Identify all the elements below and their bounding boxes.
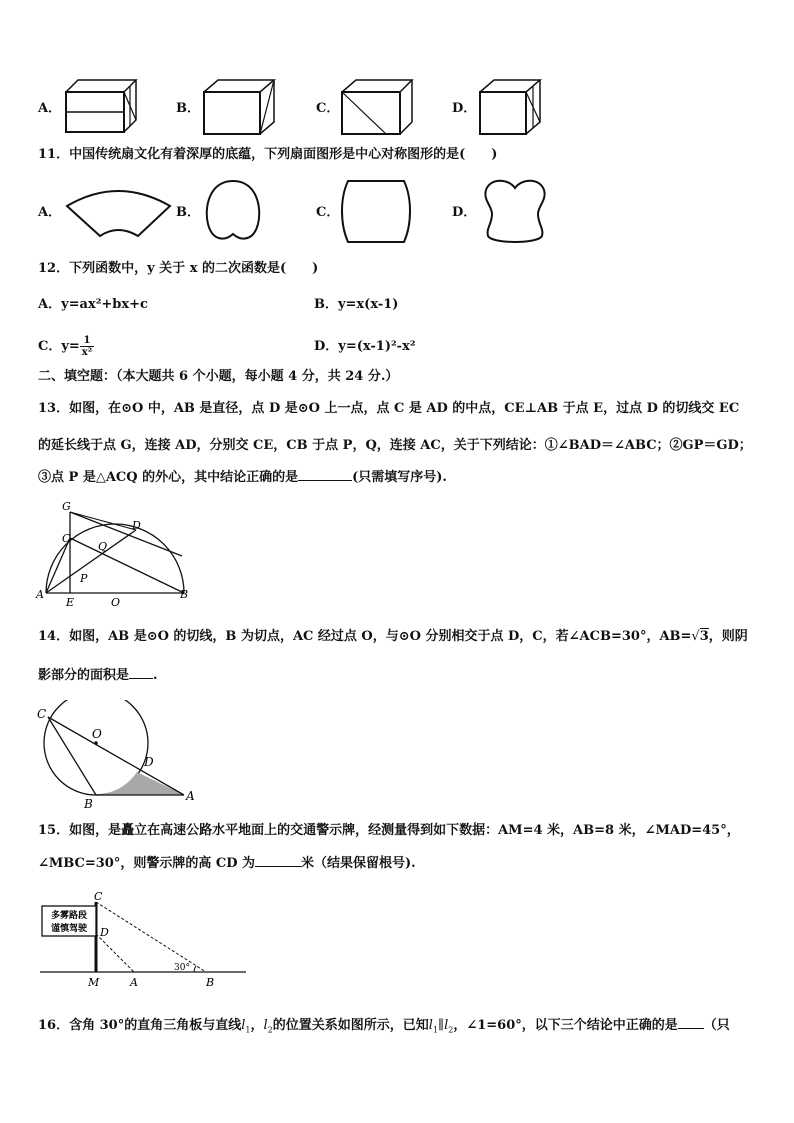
q10-option-a-label: A．	[38, 101, 62, 116]
q15-sign-line2: 谨慎驾驶	[50, 924, 88, 934]
q12-question	[38, 260, 318, 278]
q14-label-d: D	[144, 755, 154, 769]
q16-text-d: （只	[703, 1018, 730, 1033]
q13-label-g: G	[62, 500, 71, 513]
q15-line2	[38, 854, 416, 873]
q12-option-b: B．y=x(x-1)	[314, 297, 399, 312]
q14-line2-text: 影部分的面积是	[38, 668, 130, 683]
q11-option-c-fan	[340, 178, 412, 246]
q16-line1	[38, 1016, 730, 1040]
q14-line1-text: 14．如图，AB 是⊙O 的切线，B 为切点，AC 经过点 O，与⊙O 分别相交于点 D，C，若∠ACB=30°，AB=	[38, 629, 692, 644]
q15-label-m: M	[88, 976, 100, 989]
q12-text: 下列函数中，y 关于 x 的二次函数是( )	[69, 261, 319, 276]
q12-option-c-fraction	[80, 335, 94, 358]
q12-number: 12．	[38, 261, 70, 276]
q14-label-o: O	[92, 727, 102, 741]
q13-label-c: C	[62, 532, 71, 545]
q14-line2	[38, 666, 158, 685]
q11-option-a-label: A．	[38, 205, 62, 220]
q13-answer-blank[interactable]	[298, 468, 352, 481]
q11-question	[38, 146, 497, 164]
q15-sign-line1: 多雾路段	[50, 911, 88, 921]
q13-label-a: A	[36, 588, 44, 601]
q10-option-d-label: D．	[452, 101, 477, 116]
q11-text: 中国传统扇文化有着深厚的底蕴，下列扇面图形是中心对称图形的是( )	[69, 147, 498, 162]
q15-label-c: C	[94, 890, 103, 903]
q12-option-d: D．y=(x-1)²-x²	[314, 339, 416, 354]
q14-line1-suffix: ，则阴	[708, 629, 748, 644]
q14-label-a: A	[186, 789, 195, 803]
q12-option-c-numerator: 1	[80, 335, 94, 347]
q12-option-c	[38, 334, 94, 360]
q11-option-b-label: B．	[176, 205, 200, 220]
q13-label-d: D	[132, 519, 141, 532]
q15-line2-suffix: 米（结果保留根号).	[301, 856, 416, 871]
q11-number: 11．	[38, 147, 70, 162]
q16-l2-sub: 2	[267, 1025, 273, 1035]
q16-l2: l	[263, 1018, 268, 1033]
q11-option-a-fan	[64, 184, 174, 242]
q10-option-d-figure	[478, 78, 554, 136]
q14-label-c: C	[37, 707, 47, 721]
q15-line2-text: ∠MBC=30°，则警示牌的高 CD 为	[38, 856, 256, 871]
q13-line3-text: ③点 P 是△ACQ 的外心，其中结论正确的是	[38, 470, 299, 485]
q12-option-a: A．y=ax²+bx+c	[38, 297, 148, 312]
q16-text-b: 的位置关系如图所示，已知	[272, 1018, 429, 1033]
q13-line3	[38, 468, 447, 487]
q13-label-q: Q	[98, 540, 108, 553]
q13-label-b: B	[180, 588, 189, 601]
q10-option-b-figure	[202, 78, 278, 136]
q13-label-e: E	[66, 596, 75, 609]
q16-parallel: ∥	[438, 1018, 445, 1033]
q15-line1: 15．如图，是矗立在高速公路水平地面上的交通警示牌，经测量得到如下数据：AM=4 米，AB=8 米，∠MAD=45°，	[38, 823, 740, 838]
q11-option-b-fan	[202, 178, 264, 246]
q16-text-c: ，∠1=60°，以下三个结论中正确的是	[453, 1018, 678, 1033]
q13-figure	[34, 500, 194, 610]
q16-l2-again: l	[444, 1018, 449, 1033]
q12-option-c-prefix: C．y=	[38, 339, 80, 354]
q15-label-b: B	[206, 976, 215, 989]
q15-label-d: D	[100, 926, 109, 939]
q10-option-c-figure	[340, 78, 416, 136]
q16-l1-again: l	[428, 1018, 433, 1033]
q13-label-p: P	[80, 572, 88, 585]
q15-label-angle: 30°	[174, 963, 190, 973]
q15-answer-blank[interactable]	[255, 854, 301, 867]
q10-option-a-figure	[64, 78, 140, 136]
q14-answer-blank[interactable]	[129, 666, 153, 679]
q14-sqrt-value: 3	[699, 629, 709, 644]
q11-option-d-label: D．	[452, 205, 477, 220]
q10-option-c-label: C．	[316, 101, 340, 116]
q16-text-a: 16．含角 30°的直角三角板与直线	[38, 1018, 242, 1033]
q13-label-o: O	[111, 596, 121, 609]
q16-l1: l	[241, 1018, 246, 1033]
q15-label-a: A	[130, 976, 138, 989]
q16-sep: ，	[250, 1018, 264, 1033]
q13-line2: 的延长线于点 G，连接 AD，分别交 CE，CB 于点 P，Q，连接 AC，关于下列结论：①∠BAD＝∠ABC；②GP＝GD；	[38, 438, 752, 453]
q15-figure	[36, 890, 250, 990]
q14-label-b: B	[84, 797, 93, 811]
q16-answer-blank[interactable]	[678, 1016, 704, 1029]
q13-line1: 13．如图，在⊙O 中，AB 是直径，点 D 是⊙O 上一点，点 C 是 AD 的中点，CE⊥AB 于点 E，过点 D 的切线交 EC	[38, 401, 740, 416]
q14-line1: 14．如图，AB 是⊙O 的切线，B 为切点，AC 经过点 O，与⊙O 分别相交于点 D，C，若∠ACB=30°，AB=√3，则阴	[38, 629, 748, 644]
q11-option-c-label: C．	[316, 205, 340, 220]
q10-option-b-label: B．	[176, 101, 200, 116]
q14-line2-suffix: .	[153, 668, 158, 683]
q14-figure	[34, 700, 204, 812]
q16-l2-again-sub: 2	[448, 1025, 454, 1035]
q16-l1-again-sub: 1	[432, 1025, 439, 1035]
section-title: 二、填空题：（本大题共 6 个小题，每小题 4 分，共 24 分.）	[38, 369, 399, 384]
q13-line3-suffix: (只需填写序号).	[352, 470, 447, 485]
q16-l1-sub: 1	[245, 1025, 251, 1035]
q11-option-d-fan	[478, 176, 552, 246]
q12-option-c-denominator: x²	[81, 347, 93, 358]
